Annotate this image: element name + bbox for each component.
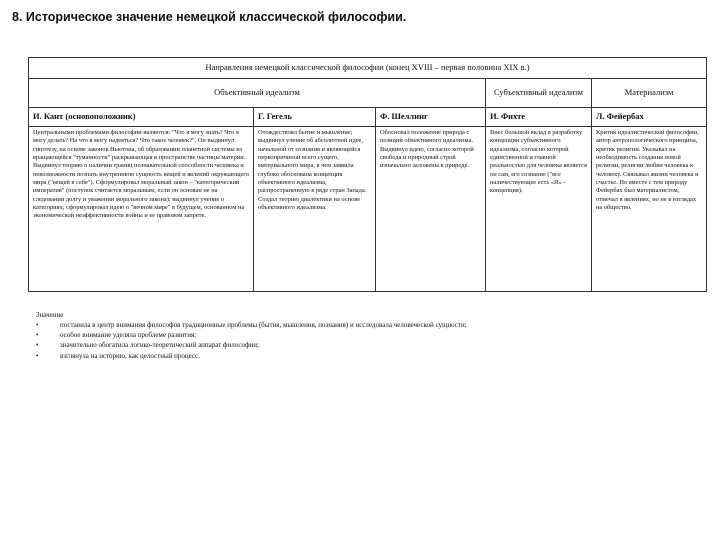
- description-hegel: Отождествлял бытие и мышление; выдвинул учение об абсолютной идее, начальной от сознания и являющейся первопричиной всего сущего, материального мира, в чем заявила глубоко обоснована концепция объективного идеализма, распространенную в ряде стран Запада. Создал теорию диалектики на основе объективного идеализма.: [254, 127, 376, 292]
- significance-heading: Значение: [36, 311, 64, 319]
- philosopher-fichte: И. Фихте: [486, 108, 592, 127]
- philosopher-feuerbach: Л. Фейербах: [592, 108, 707, 127]
- philosopher-schelling: Ф. Шеллинг: [376, 108, 486, 127]
- philosopher-hegel: Г. Гегель: [254, 108, 376, 127]
- list-item: • поставила в центр внимания философов традиционные проблемы (бытия, мышления, познания) и исследовала человеческой сущности;: [36, 320, 596, 330]
- table-subheader-row: [29, 79, 707, 108]
- header-objective-idealism: Объективный идеализм: [29, 79, 486, 108]
- philosophy-directions-table: [28, 57, 707, 292]
- significance-list: [36, 320, 596, 361]
- list-item: • взглянула на историю, как целостный процесс.: [36, 351, 596, 361]
- description-fichte: Внес большой вклад в разработку концепции субъективного идеализма, согласно которой единственной и главной реальностью для человека является он сам, его сознание ("все наличествующее есть «Я» - концепция).: [486, 127, 592, 292]
- table-main-header: Направления немецкой классической философии (конец XVIII – первая половина XIX в.): [29, 58, 707, 79]
- list-item: • значительно обогатила логико-теоретический аппарат философии;: [36, 340, 596, 350]
- philosopher-kant: И. Кант (основоположник): [29, 108, 254, 127]
- header-subjective-idealism: Субъективный идеализм: [486, 79, 592, 108]
- description-feuerbach: Критик идеалистической философии, автор антропологического принципа, критик религии. Указывал на необходимость создания новой религии, религии любви человека к человеку. Связывал жизни человека и счастье. Но вместе с тем природу Фейербах был материалистом, отмечал в явлениях, но не в взглядах на общество.: [592, 127, 707, 292]
- description-kant: Центральными проблемами философии являются: "Что я могу знать? Что я могу делать? На что я могу надеяться? Что такое человек?". Он выдвинул гипотезу, на основе законов Ньютона, об образовании планетной системы из вращающейся "туманности" раскрывающая в пространстве частицы материи. Выдвинул теорию о наличии границ познавательной способности человека и невозможности познать внутреннюю сущность вещей и явлений окружающего мира ("вещей в себе"). Сформулировал моральный закон – "категорический императив" (поступок считается моральным, если он основан не на следовании долгу и уважении морального закона); выдвинул учение о категориях; сформулировал идею о "вечном мире" в будущем, основанном на экономической неэффективности войны и ее правовом запрете.: [29, 127, 254, 292]
- table-row-philosophers: [29, 108, 707, 127]
- page-title: 8. Историческое значение немецкой классической философии.: [12, 10, 407, 24]
- significance-section: [36, 310, 596, 361]
- table-row-descriptions: [29, 127, 707, 292]
- table-header-row: [29, 58, 707, 79]
- list-item: • особое внимание уделяла проблеме развития;: [36, 330, 596, 340]
- header-materialism: Материализм: [592, 79, 707, 108]
- description-schelling: Обосновал положение природа с позиций объективного идеализма. Выдвинул идею, согласно которой свобода и природный строй изначально заложены в природе.: [376, 127, 486, 292]
